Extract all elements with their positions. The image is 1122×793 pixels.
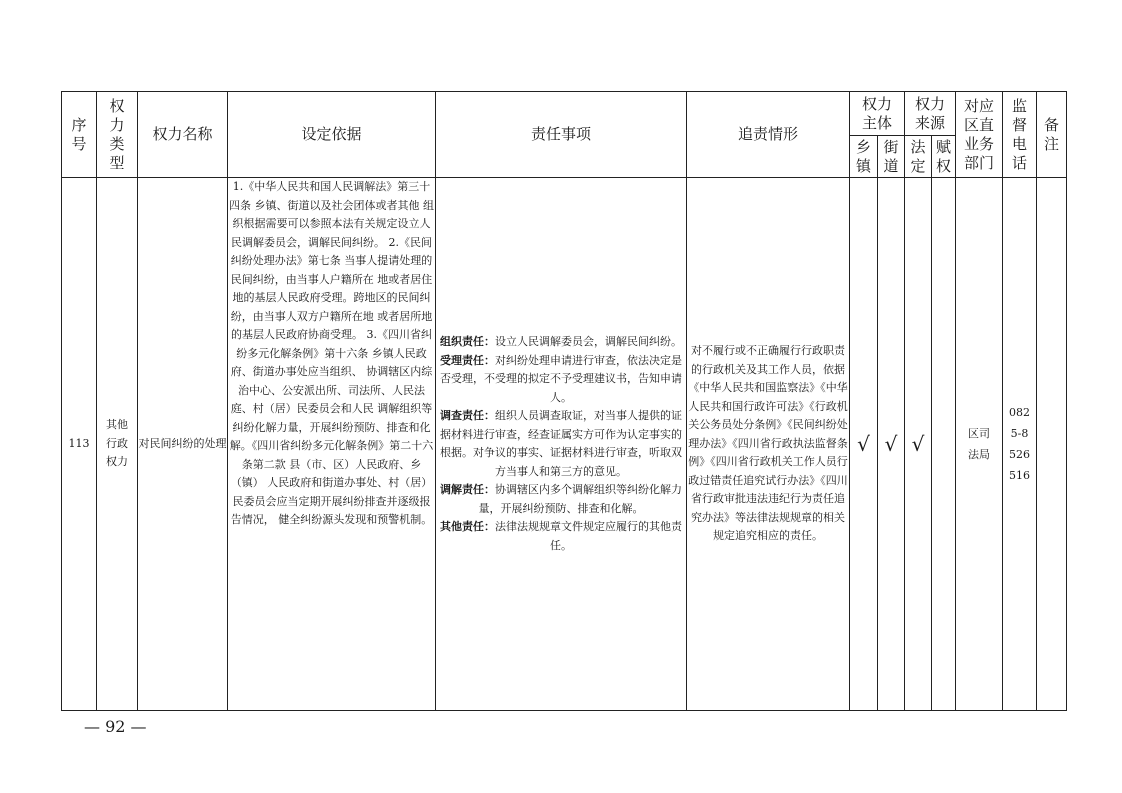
header-accountability: 追责情形 (687, 92, 850, 178)
header-source: 权力来源 (905, 92, 956, 136)
resp-item: 组织责任：设立人民调解委员会，调解民间纠纷。 (440, 335, 682, 348)
cell-basis: 1.《中华人民共和国人民调解法》第三十四条 乡镇、街道以及社会团体或者其他 组织根据需要可以参照本法有关规定设立人民调解委员会，调解民间纠纷。 2.《民间纠纷处理办法》第七条 当事人提请处理的民间纠纷，由当事人户籍所在 地或者居住地的基层人民政府受理。跨地区的民间纠纷，由当事人双方户籍所在地 或者居所地的基层人民政府协商受理。 3.《四川省纠纷多元化解条例》第十六条 乡镇人民政府、街道办事处应当组织、 协调辖区内综治中心、公安派出所、司法所、人民法庭、村（居）民委员会和人民 调解组织等纠纷化解力量，开展纠纷预防、排查和化解。《四川省纠纷多元化解条例》第二十六条第二款 县（市、区）人民政府、乡（镇） 人民政府和街道办事处、村（居）民委员会应当定期开展纠纷排查并逐级报告情况， 健全纠纷源头发现和预警机制。 (228, 178, 436, 711)
phone-line: 516 (1009, 469, 1030, 482)
cell-town-check: √ (850, 178, 878, 711)
header-seq: 序号 (62, 92, 97, 178)
cell-grant-check (932, 178, 956, 711)
resp-item: 其他责任：法律法规规章文件规定应履行的其他责任。 (440, 520, 682, 552)
cell-name: 对民间纠纷的处理 (138, 178, 228, 711)
cell-type: 其他行政权力 (97, 178, 138, 711)
header-subject: 权力主体 (850, 92, 905, 136)
resp-item: 调查责任：组织人员调查取证，对当事人提供的证据材料进行审查，经查证属实方可作为认定事实的根据。对争议的事实、证据材料进行审查，听取双方当事人和第三方的意见。 (440, 409, 682, 478)
header-source-grant: 赋权 (932, 136, 956, 178)
header-dept: 对应区直业务部门 (956, 92, 1003, 178)
cell-remark (1037, 178, 1067, 711)
phone-line: 5-8 (1010, 427, 1029, 440)
cell-dept: 区司法局 (956, 178, 1003, 711)
page-number: — 92 — (84, 717, 147, 736)
power-list-table (61, 91, 1067, 711)
header-source-legal: 法定 (905, 136, 932, 178)
resp-item: 受理责任：对纠纷处理申请进行审查，依法决定是否受理，不受理的拟定不予受理建议书，告知申请人。 (440, 353, 682, 404)
header-subject-street: 街道 (878, 136, 905, 178)
cell-seq: 113 (62, 178, 97, 711)
cell-phone (1003, 178, 1037, 711)
phone-line: 526 (1009, 448, 1030, 461)
header-name: 权力名称 (138, 92, 228, 178)
cell-accountability: 对不履行或不正确履行行政职责的行政机关及其工作人员，依据《中华人民共和国监察法》《中华人民共和国行政许可法》《行政机关公务员处分条例》《民间纠纷处理办法》《四川省行政执法监督条例》《四川省行政机关工作人员行政过错责任追究试行办法》《四川省行政审批违法违纪行为责任追究办法》等法律法规规章的相关规定追究相应的责任。 (687, 178, 850, 711)
cell-legal-check: √ (905, 178, 932, 711)
cell-street-check: √ (878, 178, 905, 711)
header-type: 权力类型 (97, 92, 138, 178)
header-basis: 设定依据 (228, 92, 436, 178)
header-responsibility: 责任事项 (436, 92, 687, 178)
header-phone: 监督电话 (1003, 92, 1037, 178)
header-remark: 备注 (1037, 92, 1067, 178)
phone-line: 082 (1009, 406, 1030, 419)
header-subject-town: 乡镇 (850, 136, 878, 178)
resp-item: 调解责任：协调辖区内多个调解组织等纠纷化解力量，开展纠纷预防、排查和化解。 (440, 483, 682, 515)
cell-responsibility (436, 178, 687, 711)
